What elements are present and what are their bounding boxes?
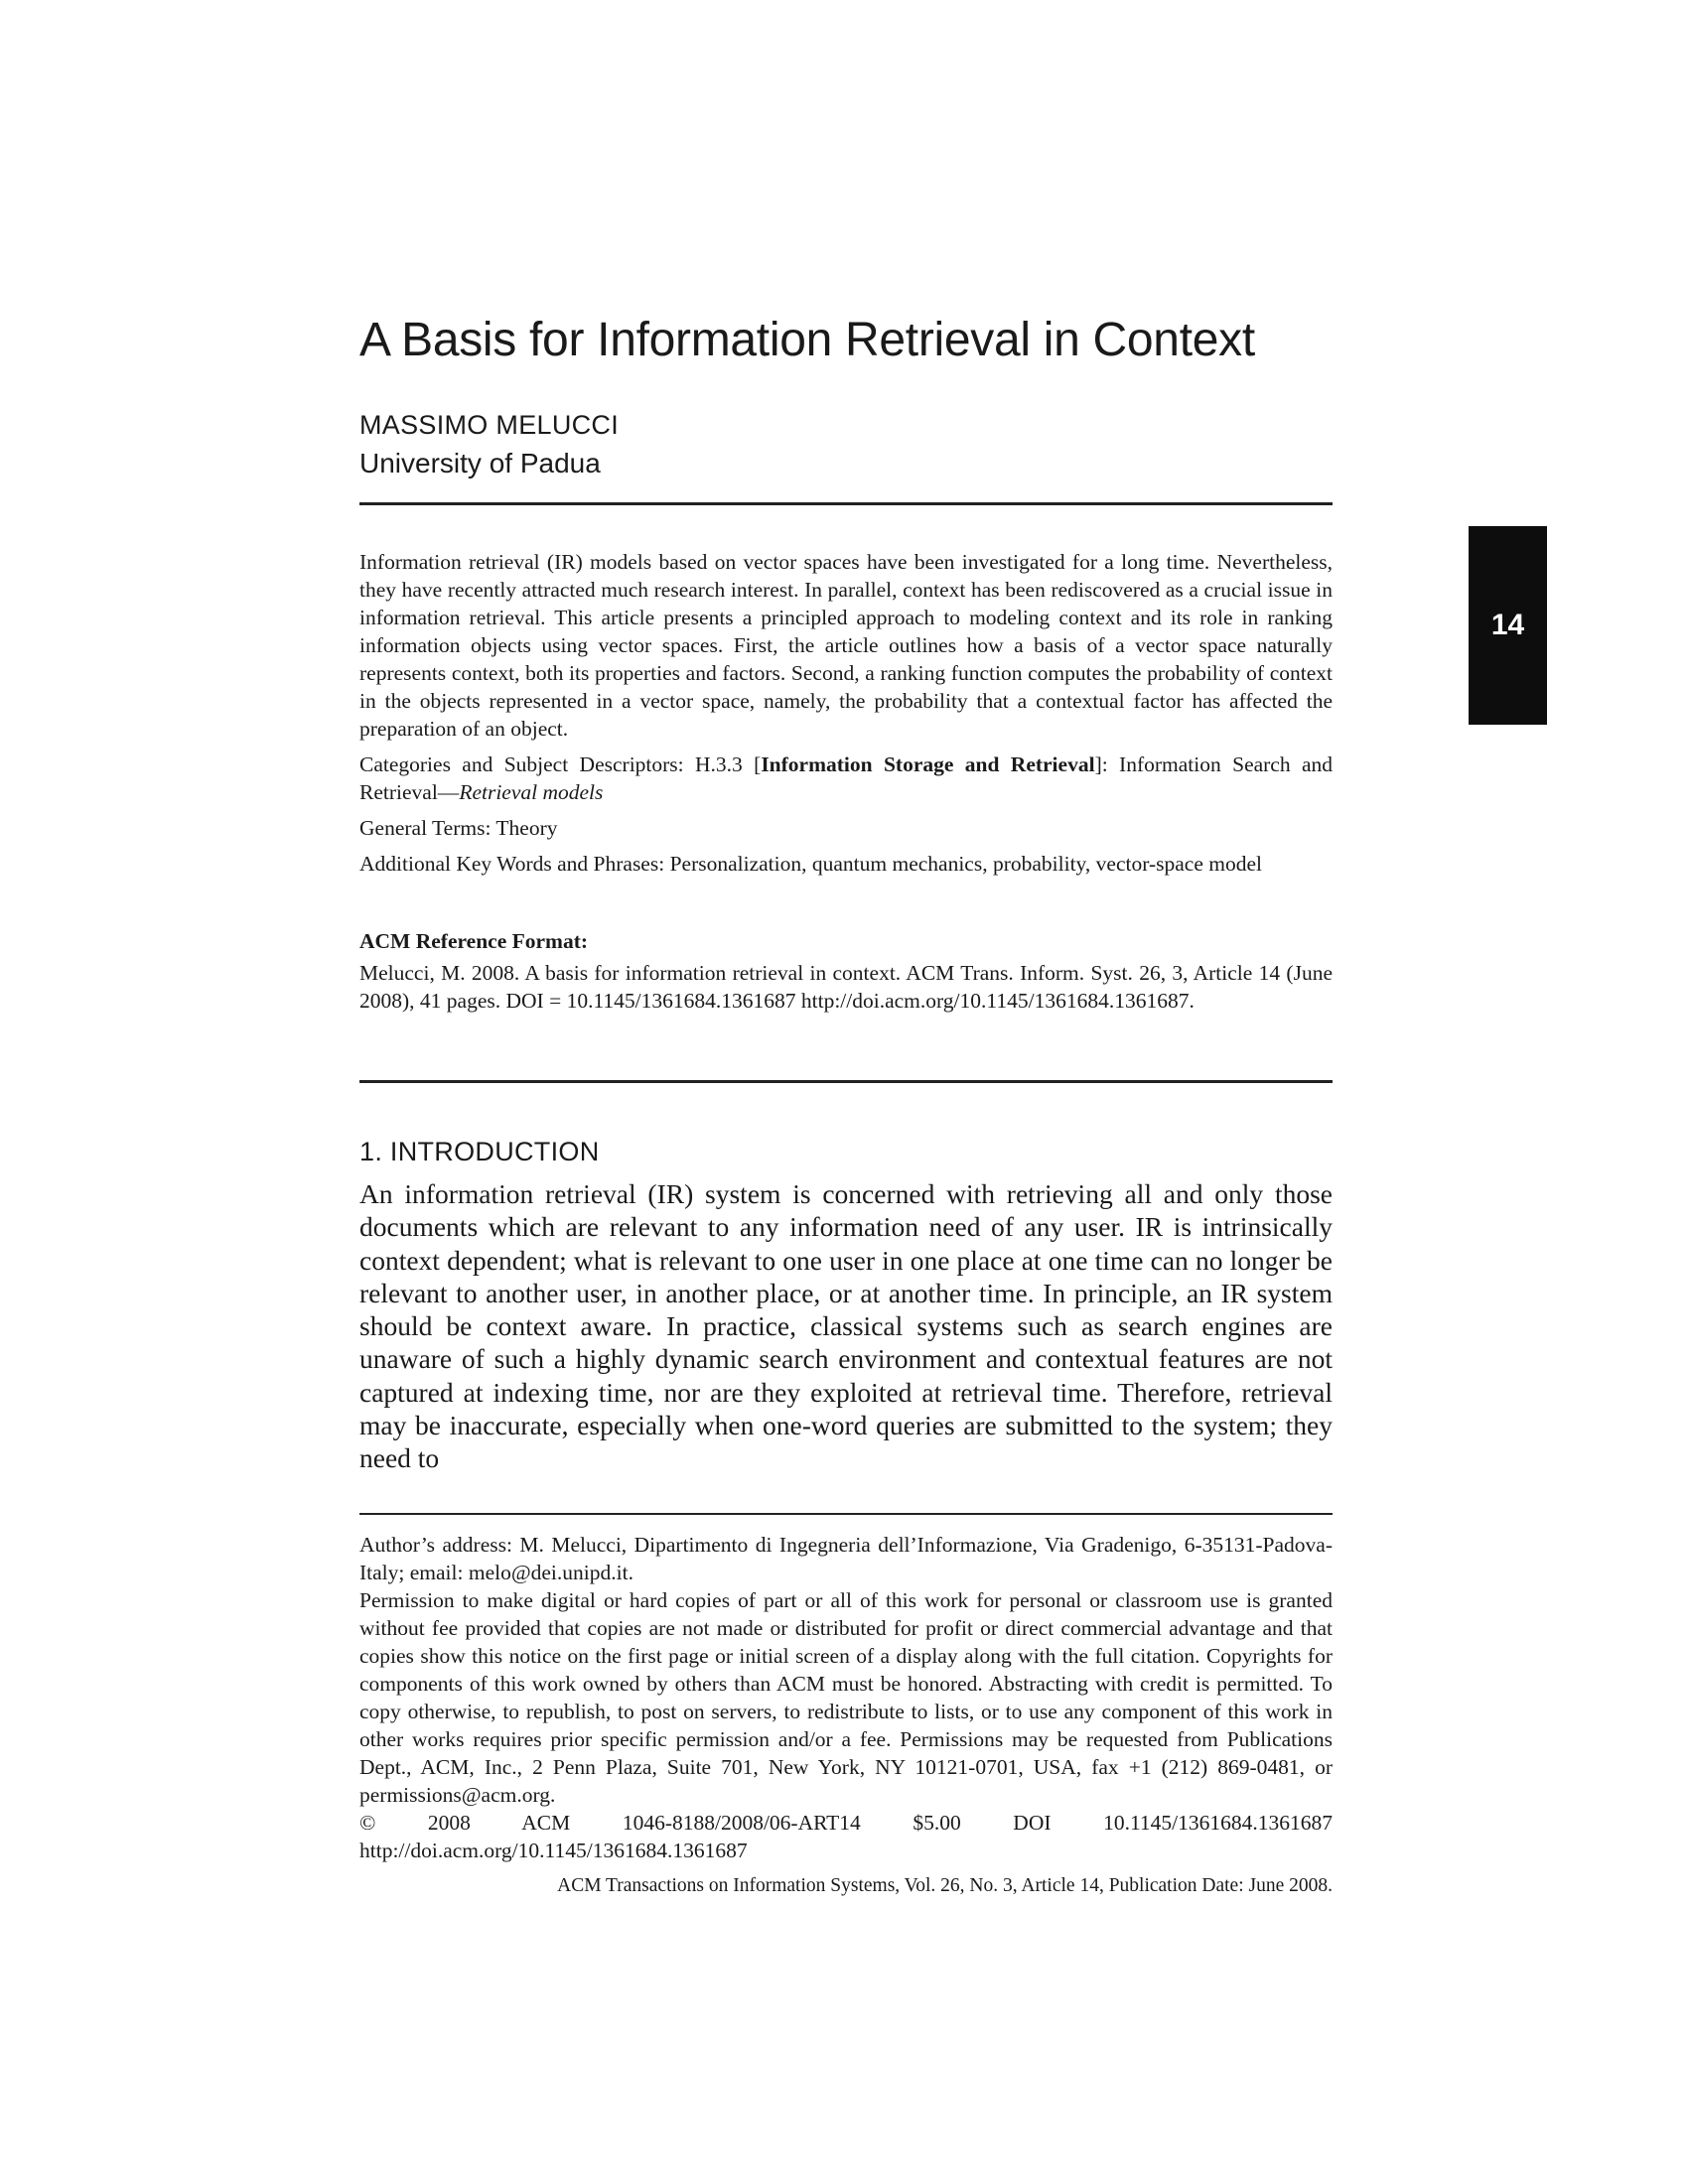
categories-italic: Retrieval models [459, 780, 604, 804]
author-affiliation: University of Padua [359, 448, 601, 478]
categories-middle: ]: Information Search and Retrieval— [359, 752, 1334, 804]
article-number-tab [1469, 526, 1547, 725]
abstract-bottom-rule [359, 1080, 1333, 1083]
abstract-text: Information retrieval (IR) models based on vector spaces have been investigated for a long time. Nevertheless, they have recently attracted much research interest. In parallel, context has been rediscovered as a crucial issue in information retrieval. This article presents a principled approach to modeling context and its role in ranking information objects using vector spaces. First, the article outlines how a basis of a vector space naturally represents context, both its properties and factors. Second, a ranking function computes the probability of context in the objects represented in a vector space, namely, the probability that a contextual factor has affected the preparation of an object. [359, 550, 1333, 741]
footnote-rule [359, 1513, 1333, 1515]
permission-notice: Permission to make digital or hard copies of part or all of this work for personal or classroom use is granted without fee provided that copies are not made or distributed for profit or direct commercial advantage and that copies show this notice on the first page or initial screen of a display along with the full citation. Copyrights for components of this work owned by others than ACM must be honored. Abstracting with credit is permitted. To copy otherwise, to republish, to post on servers, to redistribute to lists, or to use any component of this work in other works requires prior specific permission and/or a fee. Permissions may be requested from Publications Dept., ACM, Inc., 2 Penn Plaza, Suite 701, New York, NY 10121-0701, USA, fax +1 (212) 869-0481, or permissions@acm.org. [359, 1588, 1333, 1807]
article-number: 14 [1490, 609, 1525, 641]
paper-title: A Basis for Information Retrieval in Context [359, 314, 1255, 366]
categories-descriptors [359, 751, 1333, 806]
general-terms: General Terms: Theory [359, 816, 558, 840]
abstract-block [359, 548, 1333, 1015]
author-address: Author’s address: M. Melucci, Dipartimento di Ingegneria dell’Informazione, Via Gradenigo, 6-35131-Padova-Italy; email: melo@dei.unipd.it. [359, 1533, 1333, 1584]
acm-reference-text: Melucci, M. 2008. A basis for information retrieval in context. ACM Trans. Inform. Syst. 26, 3, Article 14 (June 2008), 41 pages. DOI = 10.1145/1361684.1361687 http://doi.acm.org/10.1145/1361684.1361687. [359, 961, 1333, 1013]
categories-prefix: Categories and Subject Descriptors: H.3.3 [ [359, 752, 762, 776]
header-rule [359, 502, 1333, 505]
keywords: Additional Key Words and Phrases: Personalization, quantum mechanics, probability, vector-space model [359, 852, 1262, 876]
acm-reference-heading: ACM Reference Format: [359, 929, 589, 953]
author-name: MASSIMO MELUCCI [359, 410, 620, 440]
introduction-text: An information retrieval (IR) system is concerned with retrieving all and only those documents which are relevant to any information need of any user. IR is intrinsically context dependent; what is relevant to one user in one place at one time can no longer be relevant to another user, in another place, or at another time. In principle, an IR system should be context aware. In practice, classical systems such as search engines are unaware of such a highly dynamic search environment and contextual features are not captured at indexing time, nor are they exploited at retrieval time. Therefore, retrieval may be inaccurate, especially when one-word queries are submitted to the system; they need to [359, 1178, 1333, 1474]
copyright-line: © 2008 ACM 1046-8188/2008/06-ART14 $5.00 DOI 10.1145/1361684.1361687 http://doi.acm.org/10.1145/1361684.1361687 [359, 1811, 1333, 1862]
footnote-block [359, 1531, 1333, 1864]
section-heading: 1. INTRODUCTION [359, 1137, 600, 1166]
journal-footer: ACM Transactions on Information Systems, Vol. 26, No. 3, Article 14, Publication Date: June 2008. [557, 1875, 1333, 1896]
categories-bold: Information Storage and Retrieval [761, 752, 1095, 776]
